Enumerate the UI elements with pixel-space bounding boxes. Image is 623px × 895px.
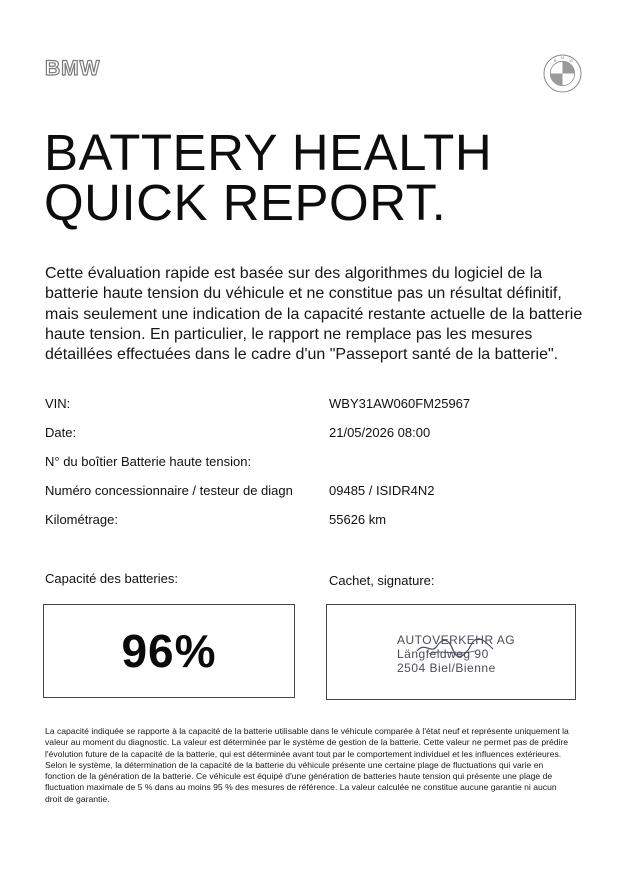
field-label: Kilométrage: — [45, 512, 118, 527]
field-dealer-tester — [45, 483, 585, 512]
stamp-box — [326, 604, 576, 700]
report-title-line2: QUICK REPORT. — [44, 174, 447, 231]
field-battery-box-number — [45, 454, 585, 483]
capacity-label: Capacité des batteries: — [45, 571, 178, 586]
field-value: 21/05/2026 08:00 — [329, 425, 431, 440]
stamp-line2: Längfeldweg 90 — [397, 647, 489, 661]
stamp-label: Cachet, signature: — [329, 573, 435, 588]
svg-text:B: B — [553, 57, 557, 63]
field-label: Date: — [45, 425, 77, 440]
field-value: 55626 km — [329, 512, 387, 527]
field-label: Numéro concessionnaire / testeur de diagn — [45, 483, 293, 498]
report-title-line1: BATTERY HEALTH — [44, 124, 493, 181]
svg-text:W: W — [569, 57, 574, 63]
field-vin — [45, 396, 585, 425]
brand-wordmark: BMW — [45, 57, 101, 80]
field-mileage — [45, 512, 585, 541]
field-label: N° du boîtier Batterie haute tension: — [45, 454, 252, 469]
capacity-value: 96% — [121, 625, 217, 677]
capacity-box — [43, 604, 295, 698]
svg-text:M: M — [561, 54, 565, 60]
intro-paragraph: Cette évaluation rapide est basée sur des algorithmes du logiciel de la batterie haute tension du véhicule et ne constitue pas un résultat définitif, mais seulement une indication de la capacité restante actuelle de la batterie haute tension. En particulier, le rapport ne remplace pas les mesures détaillées effectuées dans le cadre d'un "Passeport santé de la batterie". — [45, 265, 583, 364]
disclaimer-text: La capacité indiquée se rapporte à la capacité de la batterie utilisable dans le véhicule comparée à l'état neuf et représente uniquement la valeur au moment du diagnostic. La valeur est déterminée par le système de gestion de la batterie. Cette valeur ne permet pas de prédire l'évolution future de la capacité de la batterie, qui est déterminée avant tout par le comportement individuel et les influences extérieures. Selon le système, la détermination de la capacité de la batterie du véhicule présente une certaine plage de fluctuations qui varie en fonction de la génération de la batterie. Ce véhicule est équipé d'une génération de batteries haute tension qui présente une plage de fluctuation maximale de 5 % dans au moins 95 % des mesures de référence. La valeur calculée ne constitue aucune garantie ni aucun droit de garantie. — [45, 726, 569, 804]
report-title — [44, 124, 493, 231]
field-label: VIN: — [45, 396, 71, 411]
intro-container — [45, 264, 585, 376]
field-value: 09485 / ISIDR4N2 — [329, 483, 435, 498]
field-value: WBY31AW060FM25967 — [329, 396, 471, 411]
field-date — [45, 425, 585, 454]
stamp-line1: AUTOVERKEHR AG — [397, 633, 516, 647]
bmw-roundel-icon — [543, 54, 582, 93]
vehicle-info-list — [45, 396, 585, 541]
signature-icon — [415, 637, 495, 659]
stamp-line3: 2504 Biel/Bienne — [397, 661, 496, 675]
